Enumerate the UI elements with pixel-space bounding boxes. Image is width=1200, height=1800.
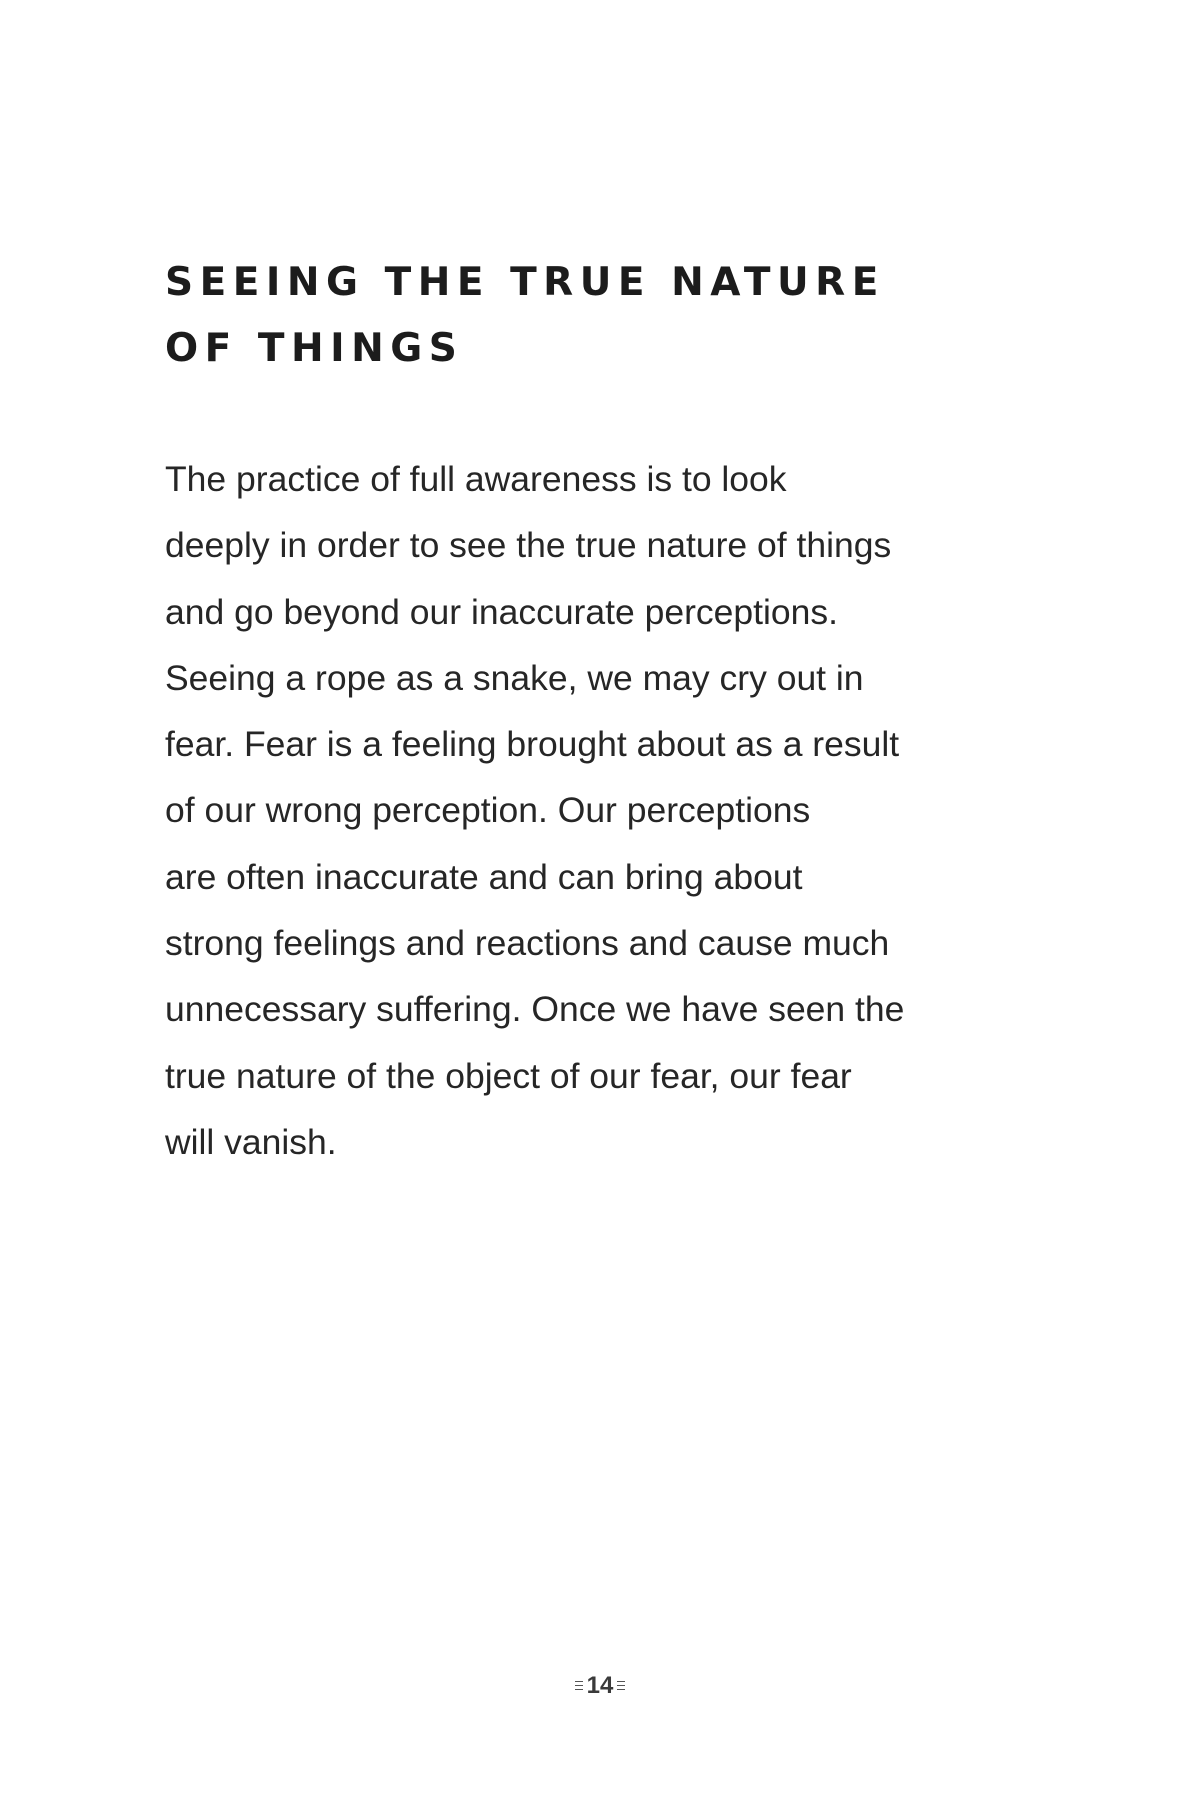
paragraph-line: will vanish. xyxy=(165,1121,337,1162)
paragraph-line: of our wrong perception. Our perceptions xyxy=(165,790,811,831)
paragraph-line: unnecessary suffering. Once we have seen the xyxy=(165,989,905,1030)
folio-ornament-left-icon xyxy=(575,1681,583,1690)
section-heading xyxy=(165,250,1065,382)
paragraph-line: The practice of full awareness is to look xyxy=(165,459,787,499)
folio-ornament-right-icon xyxy=(617,1681,625,1690)
page-number xyxy=(0,1670,1200,1701)
body-paragraph xyxy=(165,446,1065,1175)
paragraph-line: Seeing a rope as a snake, we may cry out in xyxy=(165,657,864,698)
paragraph-line: are often inaccurate and can bring about xyxy=(165,856,803,897)
paragraph-line: strong feelings and reactions and cause much xyxy=(165,923,890,964)
page-number-value: 14 xyxy=(586,1671,614,1699)
paragraph-line: true nature of the object of our fear, our fear xyxy=(165,1055,852,1096)
paragraph-line: deeply in order to see the true nature of things xyxy=(165,525,892,566)
paragraph-line: fear. Fear is a feeling brought about as a result xyxy=(165,724,900,765)
heading-line: OF THINGS xyxy=(165,326,464,371)
heading-line: SEEING THE TRUE NATURE xyxy=(165,260,885,305)
paragraph-line: and go beyond our inaccurate perceptions. xyxy=(165,591,838,632)
